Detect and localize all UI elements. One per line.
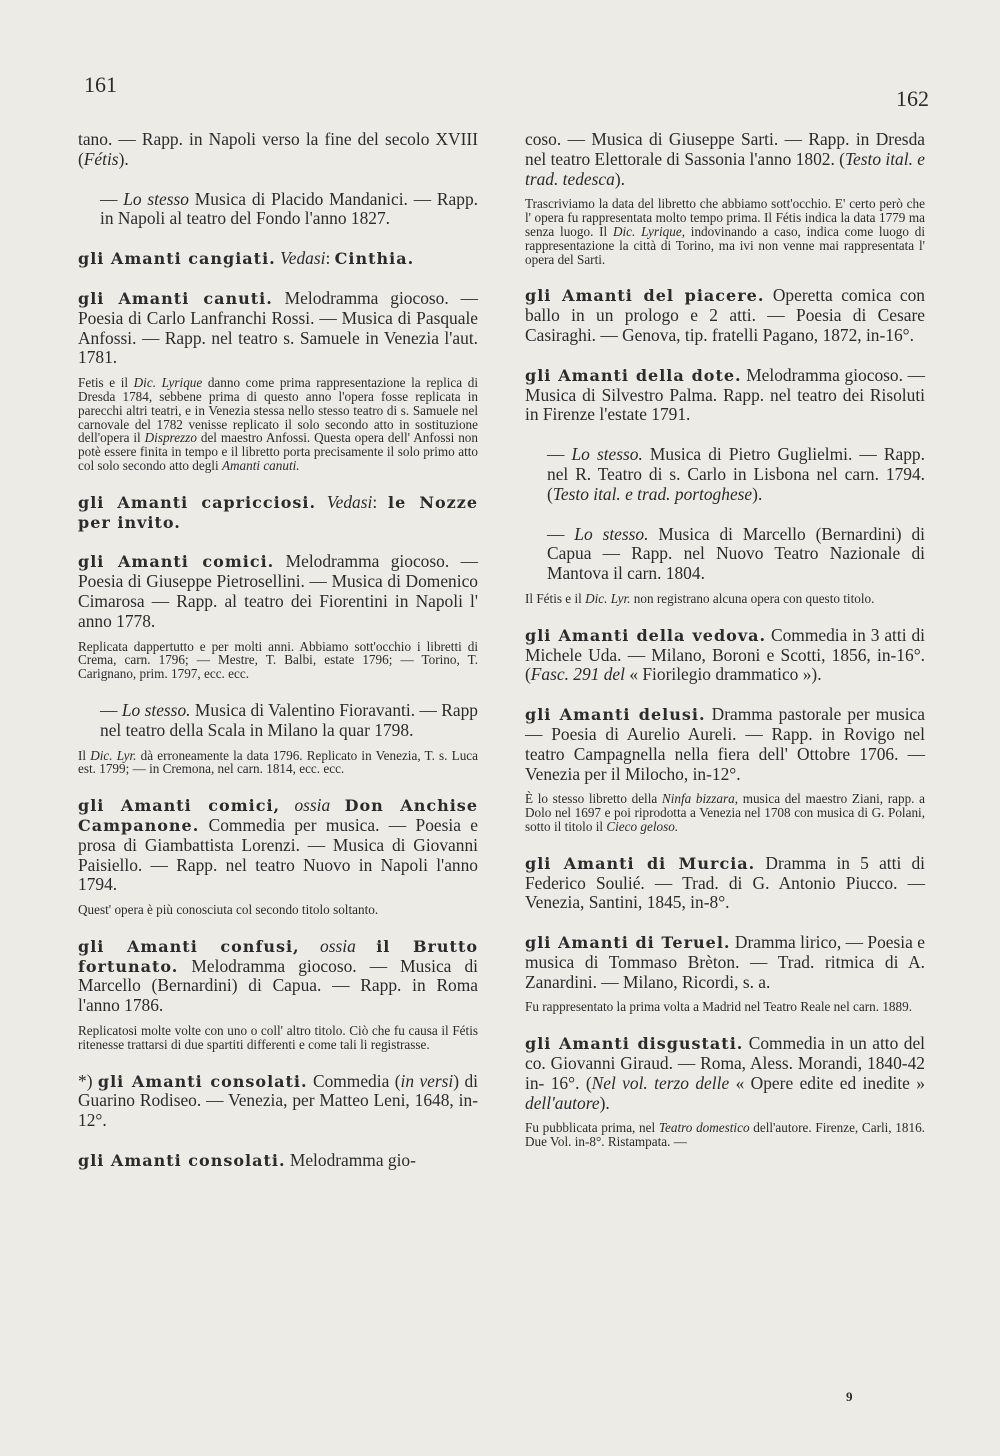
italic-text: Dic. Lyr.	[585, 590, 631, 606]
italic-text: Amanti canuti.	[221, 457, 300, 473]
italic-text: Cieco geloso.	[606, 818, 679, 834]
italic-text: Lo stesso	[123, 188, 189, 209]
body-text: danno come prima rappresentazione la replica di Dresda 1784, sebbene prima di questo anno l'opera fosse replicata in parecchi altri teatri, e in Venezia stessa nello stesso teatro di s. Samuele nel carnovale del 1782 venisse replicato il solo secondo atto in sostituzione dell'opera il	[78, 375, 478, 446]
body-text: ).	[118, 148, 129, 169]
body-text: Quest' opera è più conosciuta col secondo titolo soltanto.	[78, 902, 379, 918]
footnote	[525, 197, 925, 266]
body-text	[330, 795, 344, 815]
footnote	[525, 1121, 925, 1149]
right-column	[525, 130, 925, 1149]
body-text: Commedia in 3 atti di Michele Uda. — Milano, Boroni e Scotti, 1856, in-16°. (	[525, 624, 926, 685]
body-text: Dramma lirico, — Poesia e musica di Tommaso Brèton. — Trad. ritmica di A. Zanardini. — Milano, Ricordi, s. a.	[525, 932, 925, 992]
body-text: Melodramma giocoso. — Poesia di Giuseppe Pietrosellini. — Musica di Domenico Cimarosa — Rapp. al teatro dei Fiorentini in Napoli l' anno 1778.	[78, 551, 478, 631]
body-text: dà erroneamente la data 1796. Replicato in Venezia, T. s. Luca est. 1799; — in Cremona, nel carn. 1814, ecc. ecc.	[78, 747, 478, 777]
body-text: —	[100, 188, 124, 209]
entry-heading: gli Amanti disgustati.	[525, 1034, 744, 1054]
italic-text: in versi	[400, 1070, 454, 1091]
catalog-entry	[78, 130, 478, 170]
catalog-entry	[525, 366, 925, 425]
catalog-entry	[78, 493, 478, 533]
body-text: Melodramma giocoso. — Musica di Silvestro Palma. Rapp. nel teatro dei Risoluti in Firenze l'estate 1791.	[525, 364, 925, 425]
italic-text: Dic. Lyrique	[612, 223, 682, 239]
entry-heading: Cinthia.	[334, 249, 415, 269]
footnote	[78, 376, 478, 473]
entry-heading: gli Amanti delusi.	[525, 705, 706, 725]
body-text: Fu pubblicata prima, nel	[525, 1120, 659, 1136]
catalog-entry	[525, 626, 925, 685]
entry-heading: gli Amanti cangiati.	[78, 249, 276, 269]
italic-text: Dic. Lyr.	[90, 747, 137, 763]
body-text	[300, 936, 320, 956]
body-text: Il	[78, 747, 91, 763]
italic-text: Teatro domestico	[658, 1120, 750, 1136]
body-text: dell'autore. Firenze, Carli, 1816. Due Vol. in-8°. Ristampata. —	[525, 1120, 925, 1150]
catalog-entry	[525, 705, 925, 784]
catalog-entry	[78, 249, 478, 269]
body-text: Trascriviamo la data del libretto che abbiamo sott'occhio. E' certo però che l' opera fu rappresentata molto tempo prima. Il Fétis indica la data 1779 ma senza luogo. Il	[525, 196, 925, 239]
catalog-entry	[78, 552, 478, 631]
entry-heading: il Brutto fortunato.	[78, 936, 478, 976]
body-text: Operetta comica con ballo in un prologo e 2 atti. — Poesia di Cesare Casiraghi. — Genova, tip. fratelli Pagano, 1872, in-16°.	[525, 285, 925, 345]
body-text: ).	[752, 483, 763, 504]
body-text: —	[547, 523, 575, 544]
body-text: « Opere edite ed inedite »	[729, 1072, 926, 1093]
body-text: coso. — Musica di Giuseppe Sarti. — Rapp. in Dresda nel teatro Elettorale di Sassonia l'anno 1802. (	[525, 129, 925, 169]
entry-heading: gli Amanti della vedova.	[525, 625, 767, 645]
footnote	[525, 792, 925, 833]
catalog-entry	[525, 854, 925, 913]
entry-heading: gli Amanti capricciosi.	[78, 492, 317, 512]
italic-text: Fasc. 291 del	[530, 664, 625, 685]
italic-text: Lo stesso.	[571, 444, 643, 465]
catalog-entry	[525, 1034, 925, 1113]
catalog-entry	[78, 796, 478, 895]
footnote	[525, 592, 925, 606]
body-text: ).	[614, 168, 625, 189]
footnote	[78, 749, 478, 777]
catalog-entry	[78, 937, 478, 1016]
entry-heading: gli Amanti comici.	[78, 552, 275, 572]
italic-text: Lo stesso.	[121, 699, 191, 720]
body-text: È lo stesso libretto della	[525, 791, 662, 807]
body-text: Il Fétis e il	[525, 590, 586, 606]
body-text: Commedia in un atto del co. Giovanni Giraud. — Roma, Aless. Morandi, 1840-42 in- 16°. (	[525, 1033, 925, 1093]
page-number-right: 162	[896, 86, 929, 111]
italic-text: dell'autore	[525, 1092, 600, 1113]
body-text: , musica del maestro Ziani, rapp. a Dolo nel 1697 e poi riprodotta a Venezia nel 1708 con musica di G. Polani, sotto il titolo il	[525, 791, 925, 834]
body-text: Dramma pastorale per musica — Poesia di Aurelio Aureli. — Rapp. in Rovigo nel teatro Campagnella nella fiera dell' Ottobre 1706. — Venezia per il Milocho, in-12°.	[525, 704, 925, 784]
italic-text: ossia	[320, 935, 356, 956]
footnote	[78, 1024, 478, 1052]
body-text: Musica di Valentino Fioravanti. — Rapp nel teatro della Scala in Milano la quar 1798.	[100, 699, 478, 740]
italic-text: Ninfa bizzara	[661, 791, 735, 807]
italic-text: Testo ital. e trad. portoghese	[552, 483, 753, 504]
italic-text: Fétis	[83, 148, 119, 169]
italic-text: Vedasi	[326, 491, 373, 512]
entry-heading: gli Amanti della dote.	[525, 365, 742, 385]
body-text: del maestro Anfossi. Questa opera dell' Anfossi non potè essere finita in tempo e il libretto porta precisamente il solo primo atto col solo secondo atto degli	[78, 430, 478, 473]
body-text: , indovinando a caso, indica come luogo di rappresentazione la città di Torino, ma ivi non venne mai rappresentata l' opera del Sarti.	[525, 223, 926, 267]
entry-heading: gli Amanti confusi,	[78, 936, 300, 956]
body-text: Commedia (	[307, 1070, 401, 1091]
body-text: Replicata dappertutto e per molti anni. Abbiamo sott'occhio i libretti di Crema, carn. 1796; — Mestre, T. Balbi, estate 1796; — Torino, T. Carignano, prim. 1797, ecc. ecc.	[78, 638, 478, 682]
entry-heading: gli Amanti comici,	[78, 796, 281, 816]
left-column	[78, 130, 478, 1171]
entry-heading: gli Amanti di Teruel.	[525, 933, 731, 953]
italic-text: Dic. Lyrique	[133, 375, 203, 391]
catalog-entry	[525, 933, 925, 992]
catalog-entry	[78, 190, 478, 230]
signature-mark: 9	[846, 1389, 853, 1404]
body-text	[356, 936, 376, 956]
footnote	[78, 903, 478, 917]
catalog-entry	[525, 130, 925, 189]
catalog-entry	[525, 286, 925, 345]
body-text: :	[325, 248, 335, 269]
entry-heading: gli Amanti consolati.	[97, 1071, 308, 1091]
body-text: Fu rappresentato la prima volta a Madrid nel Teatro Reale nel carn. 1889.	[525, 999, 912, 1015]
body-text: —	[100, 699, 122, 720]
entry-heading: Don Anchise Campanone.	[78, 796, 478, 835]
body-text: ) di Guarino Rodiseo. — Venezia, per Matteo Leni, 1648, in-12°.	[78, 1070, 478, 1131]
italic-text: Nel vol. terzo delle	[591, 1072, 730, 1093]
body-text: *)	[78, 1070, 98, 1091]
footnote	[78, 640, 478, 681]
entry-heading: gli Amanti canuti.	[78, 288, 273, 308]
catalog-entry	[525, 445, 925, 504]
body-text: tano. — Rapp. in Napoli verso la fine del secolo XVIII (	[78, 129, 478, 169]
catalog-entry	[78, 1072, 478, 1131]
body-text	[280, 795, 294, 815]
body-text: —	[547, 444, 572, 465]
body-text: ).	[599, 1092, 610, 1113]
entry-heading: le Nozze per invito.	[78, 492, 479, 532]
body-text: Musica di Pietro Guglielmi. — Rapp. nel R. Teatro di s. Carlo in Lisbona nel carn. 1794. (	[547, 444, 925, 504]
catalog-entry	[78, 1151, 478, 1171]
body-text: Replicatosi molte volte con uno o coll' altro titolo. Ciò che fu causa il Fétis ritenesse trattarsi di due spartiti differenti e come tali li registrasse.	[78, 1023, 478, 1052]
italic-text: Lo stesso.	[574, 523, 649, 544]
catalog-entry	[525, 525, 925, 584]
italic-text: Testo ital. e trad. tedesca	[525, 148, 925, 189]
footnote	[525, 1000, 925, 1014]
italic-text: Vedasi	[280, 248, 326, 269]
body-text	[316, 492, 327, 512]
page-number-left: 161	[84, 72, 117, 97]
catalog-entry	[78, 289, 478, 368]
body-text: non registrano alcuna opera con questo titolo.	[630, 590, 875, 606]
body-text: Musica di Placido Mandanici. — Rapp. in Napoli al teatro del Fondo l'anno 1827.	[100, 188, 478, 229]
body-text: :	[372, 491, 389, 512]
italic-text: Disprezzo	[144, 430, 197, 446]
body-text: Commedia per musica. — Poesia e prosa di Giambattista Lorenzi. — Musica di Giovanni Paisiello. — Rapp. nel teatro Nuovo in Napoli l'anno 1794.	[78, 814, 478, 895]
body-text: Melodramma giocoso. — Poesia di Carlo Lanfranchi Rossi. — Musica di Pasquale Anfossi. — Rapp. nel teatro s. Samuele in Venezia l'aut. 1781.	[78, 287, 478, 368]
body-text: « Fiorilegio drammatico »).	[624, 664, 822, 685]
body-text: Dramma in 5 atti di Federico Soulié. — Trad. di G. Antonio Piucco. — Venezia, Santini, 1845, in-8°.	[525, 852, 926, 913]
body-text: Fetis e il	[78, 375, 134, 391]
catalog-entry	[78, 701, 478, 741]
body-text: Musica di Marcello (Bernardini) di Capua — Rapp. nel Nuovo Teatro Nazionale di Mantova il carn. 1804.	[547, 523, 925, 584]
body-text: Melodramma gio-	[285, 1150, 416, 1171]
italic-text: ossia	[294, 795, 331, 816]
body-text: Melodramma giocoso. — Musica di Marcello (Bernardini) di Capua. — Rapp. in Roma l'anno 1786.	[78, 955, 478, 1016]
entry-heading: gli Amanti consolati.	[78, 1151, 286, 1171]
entry-heading: gli Amanti del piacere.	[525, 286, 765, 306]
entry-heading: gli Amanti di Murcia.	[525, 853, 756, 873]
